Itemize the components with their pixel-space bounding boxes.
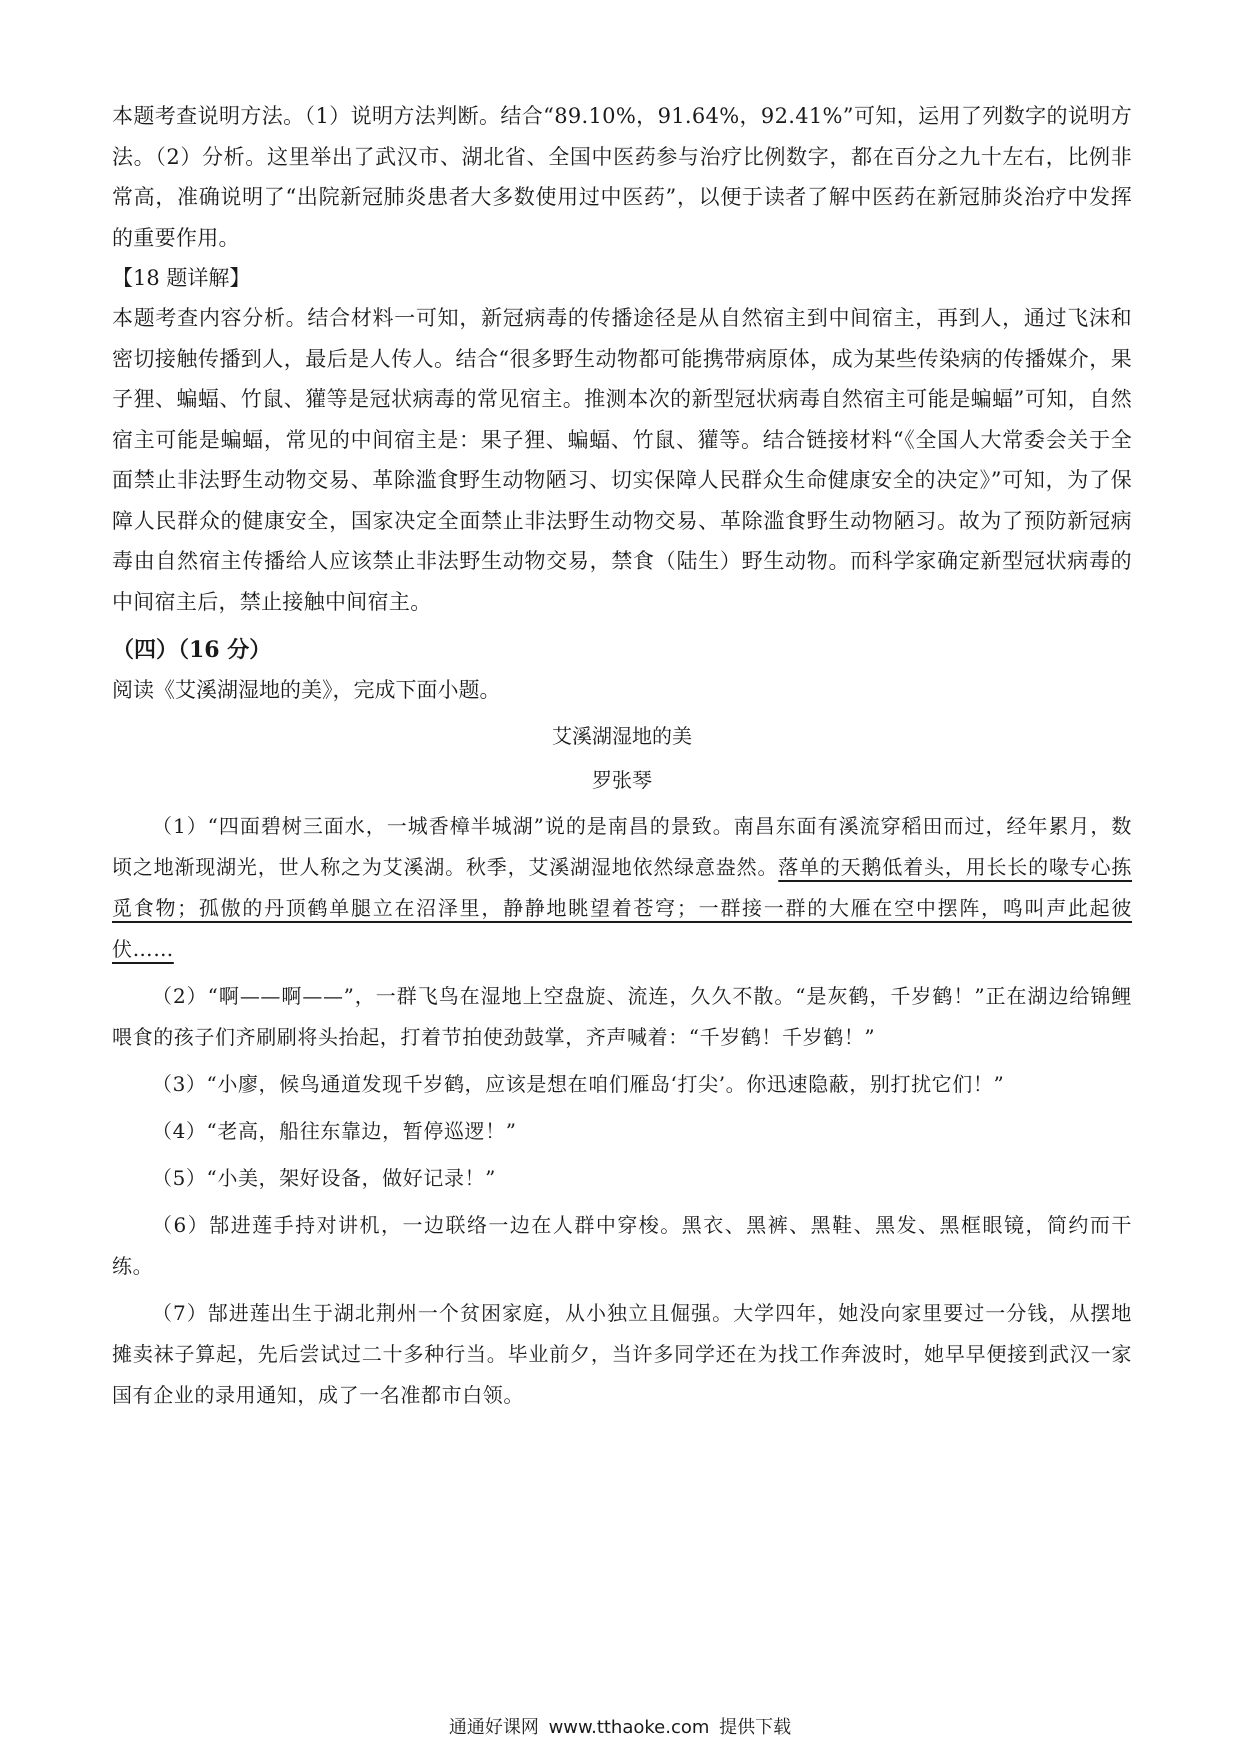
reading-instruction: 阅读《艾溪湖湿地的美》，完成下面小题。 (112, 678, 501, 702)
paragraph-1-underlined-text: 落单的天鹅低着头，用长长的喙专心拣觅食物；孤傲的丹顶鹤单腿立在沼泽里，静静地眺望着苍穹；一群接一群的大雁在空中摆阵，鸣叫声此起彼伏…… (112, 855, 1132, 961)
answer-explanation-17: 本题考查说明方法。（1）说明方法判断。结合“89.10%，91.64%，92.41%”可知，运用了列数字的说明方法。（2）分析。这里举出了武汉市、湖北省、全国中医药参与治疗比例数字，都在百分之九十左右，比例非常高，准确说明了“出院新冠肺炎患者大多数使用过中医药”，以便于读者了解中医药在新冠肺炎治疗中发挥的重要作用。 (112, 104, 1132, 250)
document-page (112, 96, 1132, 1416)
footer-url[interactable]: www.tthaoke.com (548, 1717, 710, 1738)
answer-explanation-18: 本题考查内容分析。结合材料一可知，新冠病毒的传播途径是从自然宿主到中间宿主，再到人，通过飞沫和密切接触传播到人，最后是人传人。结合“很多野生动物都可能携带病原体，成为某些传染病的传播媒介，果子狸、蝙蝠、竹鼠、獾等是冠状病毒的常见宿主。推测本次的新型冠状病毒自然宿主可能是蝙蝠”可知，自然宿主可能是蝙蝠，常见的中间宿主是：果子狸、蝙蝠、竹鼠、獾等。结合链接材料“《全国人大常委会关于全面禁止非法野生动物交易、革除滥食野生动物陋习、切实保障人民群众生命健康安全的决定》”可知，为了保障人民群众的健康安全，国家决定全面禁止非法野生动物交易、革除滥食野生动物陋习。故为了预防新冠病毒由自然宿主传播给人应该禁止非法野生动物交易，禁食（陆生）野生动物。而科学家确定新型冠状病毒的中间宿主后，禁止接触中间宿主。 (112, 306, 1132, 614)
article-paragraph-5: （5）“小美，架好设备，做好记录！” (152, 1166, 496, 1190)
article-paragraph-4: （4）“老高，船往东靠边，暂停巡逻！” (152, 1119, 517, 1143)
article-author: 罗张琴 (592, 768, 652, 792)
section-heading: （四）（16 分） (112, 637, 272, 663)
paragraph-1-text: （1）“四面碧树三面水，一城香樟半城湖”说的是南昌的景致。南昌东面有溪流穿稻田而过，经年累月，数顷之地渐现湖光，世人称之为艾溪湖。秋季，艾溪湖湿地依然绿意盎然。 (112, 814, 1132, 879)
question-18-label: 【18 题详解】 (112, 266, 251, 290)
article-paragraph-1 (112, 806, 1132, 970)
footer-site-name: 通通好课网 (448, 1717, 539, 1738)
article-paragraph-3: （3）“小廖，候鸟通道发现千岁鹤，应该是想在咱们雁岛‘打尖’。你迅速隐蔽，别打扰它们！” (152, 1072, 1005, 1096)
article-paragraph-6: （6）郜进莲手持对讲机，一边联络一边在人群中穿梭。黑衣、黑裤、黑鞋、黑发、黑框眼镜，简约而干练。 (112, 1213, 1132, 1278)
page-footer (0, 1716, 1240, 1740)
article-title: 艾溪湖湿地的美 (552, 724, 692, 748)
article-paragraph-7: （7）郜进莲出生于湖北荆州一个贫困家庭，从小独立且倔强。大学四年，她没向家里要过一分钱，从摆地摊卖袜子算起，先后尝试过二十多种行当。毕业前夕，当许多同学还在为找工作奔波时，她早早便接到武汉一家国有企业的录用通知，成了一名准都市白领。 (112, 1301, 1132, 1407)
footer-suffix: 提供下载 (719, 1717, 792, 1738)
article-paragraph-2: （2）“啊——啊——”，一群飞鸟在湿地上空盘旋、流连，久久不散。“是灰鹤，千岁鹤！”正在湖边给锦鲤喂食的孩子们齐刷刷将头抬起，打着节拍使劲鼓掌，齐声喊着：“千岁鹤！千岁鹤！” (112, 984, 1132, 1049)
